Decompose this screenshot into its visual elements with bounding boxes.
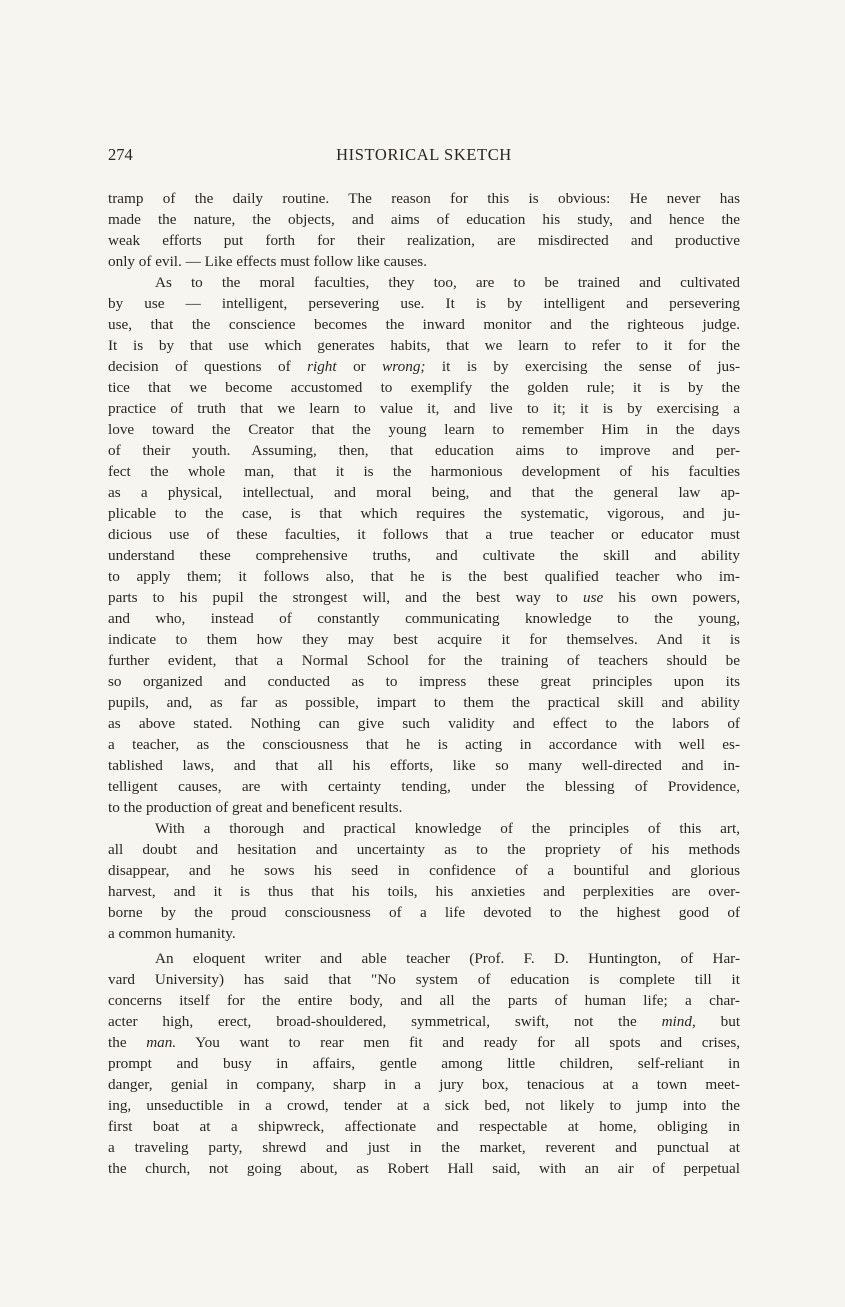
text-line: made the nature, the objects, and aims of education his study, and hence the bbox=[108, 211, 740, 228]
text-line: plicable to the case, is that which requires the systematic, vigorous, and ju- bbox=[108, 505, 740, 522]
text-line: love toward the Creator that the young learn to remember Him in the days bbox=[108, 421, 740, 438]
text-line: practice of truth that we learn to value it, and live to it; it is by exercising a bbox=[108, 400, 740, 417]
text-line: vard University) has said that "No system of education is complete till it bbox=[108, 971, 740, 988]
text-line: weak efforts put forth for their realization, are misdirected and productive bbox=[108, 232, 740, 249]
text-line: tramp of the daily routine. The reason for this is obvious: He never has bbox=[108, 190, 740, 207]
text-line: parts to his pupil the strongest will, and the best way to use his own powers, bbox=[108, 589, 740, 606]
text-line: tice that we become accustomed to exemplify the golden rule; it is by the bbox=[108, 379, 740, 396]
text-line: telligent causes, are with certainty tending, under the blessing of Providence, bbox=[108, 778, 740, 795]
running-head: HISTORICAL SKETCH bbox=[336, 145, 512, 164]
page-header bbox=[108, 145, 740, 169]
text-line: disappear, and he sows his seed in confidence of a bountiful and glorious bbox=[108, 862, 740, 879]
text-line: harvest, and it is thus that his toils, his anxieties and perplexities are over- bbox=[108, 883, 740, 900]
text-line: so organized and conducted as to impress these great principles upon its bbox=[108, 673, 740, 690]
text-line: first boat at a shipwreck, affectionate and respectable at home, obliging in bbox=[108, 1118, 740, 1135]
text-line: the man. You want to rear men fit and ready for all spots and crises, bbox=[108, 1034, 740, 1051]
text-line: by use — intelligent, persevering use. It is by intelligent and persevering bbox=[108, 295, 740, 312]
text-line: prompt and busy in affairs, gentle among little children, self-reliant in bbox=[108, 1055, 740, 1072]
text-line: It is by that use which generates habits, that we learn to refer to it for the bbox=[108, 337, 740, 354]
text-line: a traveling party, shrewd and just in the market, reverent and punctual at bbox=[108, 1139, 740, 1156]
body-text bbox=[108, 188, 740, 1179]
text-line: ing, unseductible in a crowd, tender at a sick bed, not likely to jump into the bbox=[108, 1097, 740, 1114]
text-line: pupils, and, as far as possible, impart to them the practical skill and ability bbox=[108, 694, 740, 711]
paragraph bbox=[108, 948, 740, 1179]
text-line: acter high, erect, broad-shouldered, symmetrical, swift, not the mind, but bbox=[108, 1013, 740, 1030]
text-line: As to the moral faculties, they too, are to be trained and cultivated bbox=[155, 274, 740, 291]
paragraph bbox=[108, 188, 740, 272]
text-line: to the production of great and beneficent results. bbox=[108, 799, 403, 816]
text-line: use, that the conscience becomes the inward monitor and the righteous judge. bbox=[108, 316, 740, 333]
text-line: and who, instead of constantly communicating knowledge to the young, bbox=[108, 610, 740, 627]
text-line: further evident, that a Normal School for the training of teachers should be bbox=[108, 652, 740, 669]
text-line: danger, genial in company, sharp in a jury box, tenacious at a town meet- bbox=[108, 1076, 740, 1093]
text-line: borne by the proud consciousness of a life devoted to the highest good of bbox=[108, 904, 740, 921]
text-line: decision of questions of right or wrong; it is by exercising the sense of jus- bbox=[108, 358, 740, 375]
paragraph bbox=[108, 272, 740, 818]
text-line: of their youth. Assuming, then, that education aims to improve and per- bbox=[108, 442, 740, 459]
paragraph bbox=[108, 818, 740, 944]
text-line: fect the whole man, that it is the harmonious development of his faculties bbox=[108, 463, 740, 480]
text-line: the church, not going about, as Robert Hall said, with an air of perpetual bbox=[108, 1160, 740, 1177]
text-line: as a physical, intellectual, and moral being, and that the general law ap- bbox=[108, 484, 740, 501]
text-line: a teacher, as the consciousness that he is acting in accordance with well es- bbox=[108, 736, 740, 753]
text-line: An eloquent writer and able teacher (Prof. F. D. Huntington, of Har- bbox=[155, 950, 740, 967]
text-line: concerns itself for the entire body, and all the parts of human life; a char- bbox=[108, 992, 740, 1009]
text-line: only of evil. — Like effects must follow like causes. bbox=[108, 253, 428, 270]
text-line: With a thorough and practical knowledge of the principles of this art, bbox=[155, 820, 740, 837]
text-line: tablished laws, and that all his efforts, like so many well-directed and in- bbox=[108, 757, 740, 774]
text-line: indicate to them how they may best acquire it for themselves. And it is bbox=[108, 631, 740, 648]
text-line: a common humanity. bbox=[108, 925, 236, 942]
text-line: to apply them; it follows also, that he is the best qualified teacher who im- bbox=[108, 568, 740, 585]
text-line: all doubt and hesitation and uncertainty as to the propriety of his methods bbox=[108, 841, 740, 858]
page-number: 274 bbox=[108, 145, 133, 164]
text-line: dicious use of these faculties, it follows that a true teacher or educator must bbox=[108, 526, 740, 543]
text-line: understand these comprehensive truths, and cultivate the skill and ability bbox=[108, 547, 740, 564]
text-line: as above stated. Nothing can give such validity and effect to the labors of bbox=[108, 715, 740, 732]
